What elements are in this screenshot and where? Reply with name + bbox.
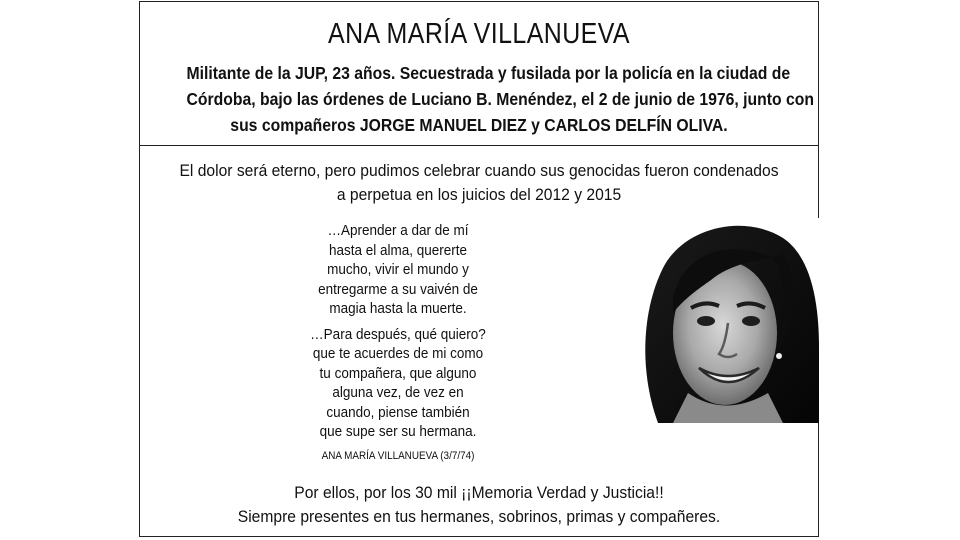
poem-signature: ANA MARÍA VILLANUEVA (3/7/74) — [321, 449, 475, 462]
poem-stanza — [270, 325, 526, 442]
poem — [270, 221, 526, 464]
poem-line: …Aprender a dar de mí — [327, 222, 469, 239]
poem-stanza — [270, 221, 526, 319]
poem-line: mucho, vivir el mundo y — [327, 261, 469, 278]
poem-line: que te acuerdes de mi como — [312, 345, 484, 362]
poem-line: hasta el alma, quererte — [328, 241, 468, 259]
poem-line: que supe ser su hermana. — [319, 423, 477, 440]
header-line: sus compañeros JORGE MANUEL DIEZ y CARLOS DELFÍN OLIVA. — [230, 115, 728, 135]
header-line: Córdoba, bajo las órdenes de Luciano B. Menéndez, el 2 de junio de 1976, junto con — [186, 89, 814, 109]
poem-line: magia hasta la muerte. — [329, 300, 467, 317]
poem-line: entregarme a su vaivén de — [318, 280, 478, 298]
poem-line: alguna vez, de vez en — [332, 384, 464, 401]
closing-line: Por ellos, por los 30 mil ¡¡Memoria Verdad y Justicia!! — [294, 483, 664, 502]
poem-line: cuando, piense también — [326, 403, 470, 421]
closing-line: Siempre presentes en tus hermanes, sobrinos, primas y compañeres. — [237, 507, 721, 526]
intro-text — [140, 159, 818, 207]
section-divider — [140, 145, 818, 146]
notice-title: ANA MARÍA VILLANUEVA — [328, 18, 630, 50]
header-text — [154, 60, 814, 138]
portrait-photo — [633, 218, 819, 423]
poem-line: …Para después, qué quiero? — [310, 325, 486, 343]
header-line: Militante de la JUP, 23 años. Secuestrada y fusilada por la policía en la ciudad de — [186, 63, 791, 83]
poem-line: tu compañera, que alguno — [319, 364, 477, 382]
closing-text — [140, 481, 818, 529]
intro-line: El dolor será eterno, pero pudimos celebrar cuando sus genocidas fueron condenados — [179, 161, 779, 180]
notice-frame — [139, 1, 819, 537]
intro-line: a perpetua en los juicios del 2012 y 2015 — [336, 185, 622, 204]
